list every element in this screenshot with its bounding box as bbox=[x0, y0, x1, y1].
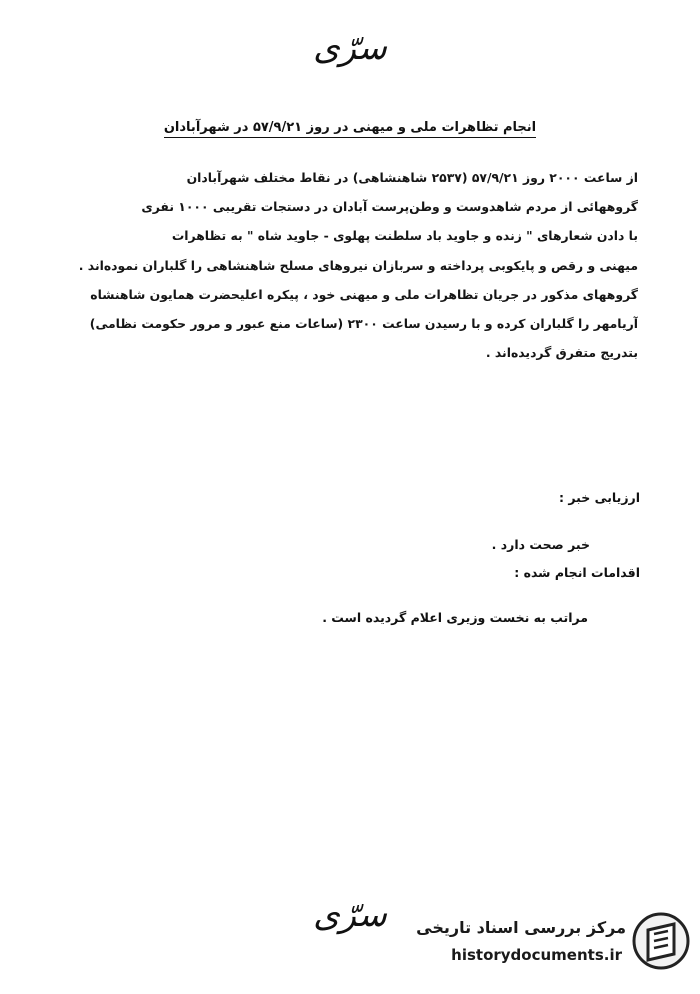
actions-value: مراتب به نخست وزیری اعلام گردیده است . bbox=[322, 610, 588, 625]
body-line: با دادن شعارهای " زنده و جاوید باد سلطنت پهلوی - جاوید شاه " به تظاهرات bbox=[171, 228, 638, 244]
body-line: بتدریج متفرق گردیده‌اند . bbox=[485, 345, 638, 361]
body-line: گروههای مذکور در جریان تظاهرات ملی و میهنی خود ، پیکره اعلیحضرت همایون شاهنشاه bbox=[90, 286, 638, 302]
document-title bbox=[60, 120, 640, 135]
body-line: آریامهر را گلباران کرده و با رسیدن ساعت ۲۳۰۰ (ساعات منع عبور و مرور حکومت نظامی) bbox=[89, 316, 638, 332]
watermark bbox=[407, 906, 692, 984]
body-line: گروههائی از مردم شاهدوست و وطن‌پرست آبادان در دستجات تقریبی ۱۰۰۰ نفری bbox=[141, 199, 638, 215]
actions-label: اقدامات انجام شده : bbox=[514, 565, 640, 580]
watermark-url: historydocuments.ir bbox=[451, 946, 622, 964]
document-title-text: انجام تظاهرات ملی و میهنی در روز ۵۷/۹/۲۱ در شهرآبادان bbox=[164, 120, 536, 138]
report-body bbox=[52, 163, 638, 367]
body-line: از ساعت ۲۰۰۰ روز ۵۷/۹/۲۱ (۲۵۳۷ شاهنشاهی) در نقاط مختلف شهرآبادان bbox=[186, 170, 638, 185]
archive-logo-icon bbox=[630, 910, 692, 972]
watermark-name: مرکز بررسی اسناد تاریخی bbox=[416, 918, 626, 937]
body-line: میهنی و رقص و پایکوبی پرداخته و سربازان نیروهای مسلح شاهنشاهی را گلباران نموده‌اند . bbox=[78, 257, 638, 273]
evaluation-value: خبر صحت دارد . bbox=[491, 537, 590, 552]
classification-stamp-top: سرّی bbox=[313, 28, 387, 68]
evaluation-label: ارزیابی خبر : bbox=[559, 490, 640, 505]
classification-stamp-bottom: سرّی bbox=[313, 895, 387, 935]
